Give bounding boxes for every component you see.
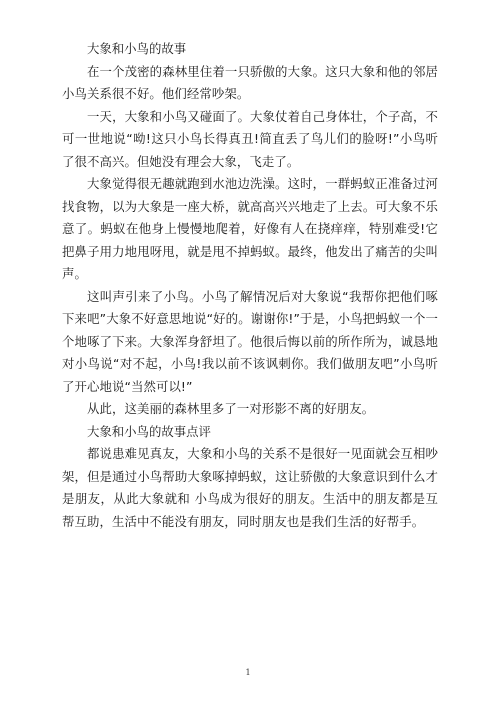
story-paragraph-3: 大象觉得很无趣就跑到水池边洗澡。这时，一群蚂蚁正准备过河找食物，以为大象是一座大桥，就高高兴兴地走了上去。可大象不乐意了。蚂蚁在他身上慢慢地爬着，好像有人在挠痒痒，特别难受!它把鼻子用力地甩呀甩，就是甩不掉蚂蚁。最终，他发出了痛苦的尖叫声。 (62, 176, 438, 281)
review-paragraph-1: 都说患难见真友，大象和小鸟的关系不是很好一见面就会互相吵架，但是通过小鸟帮助大象啄掉蚂蚁，这让骄傲的大象意识到什么才是朋友，从此大象就和 小鸟成为很好的朋友。生活中的朋友都是互帮互助，生活中不能没有朋友，同时朋友也是我们生活的好帮手。 (62, 446, 438, 529)
story-paragraph-5: 从此，这美丽的森林里多了一对形影不离的好朋友。 (87, 401, 375, 416)
story-title: 大象和小鸟的故事 (87, 41, 187, 56)
document-body (62, 38, 438, 533)
review-title: 大象和小鸟的故事点评 (87, 423, 211, 439)
page-number: 1 (245, 668, 251, 677)
story-paragraph-4: 这叫声引来了小鸟。小鸟了解情况后对大象说“我帮你把他们啄下来吧”大象不好意思地说“好的。谢谢你!”于是，小鸟把蚂蚁一个一个地啄了下来。大象浑身舒坦了。他很后悔以前的所作所为，诚恳地对小鸟说“对不起，小鸟!我以前不该讽刺你。我们做朋友吧”小鸟听了开心地说“当然可以!” (62, 288, 438, 394)
story-paragraph-2: 一天，大象和小鸟又碰面了。大象仗着自己身体壮，个子高，不可一世地说“呦!这只小鸟长得真丑!简直丢了鸟儿们的脸呀!”小鸟听了很不高兴。但她没有理会大象，飞走了。 (62, 108, 438, 169)
story-paragraph-1: 在一个茂密的森林里住着一只骄傲的大象。这只大象和他的邻居小鸟关系很不好。他们经常吵架。 (62, 63, 438, 101)
